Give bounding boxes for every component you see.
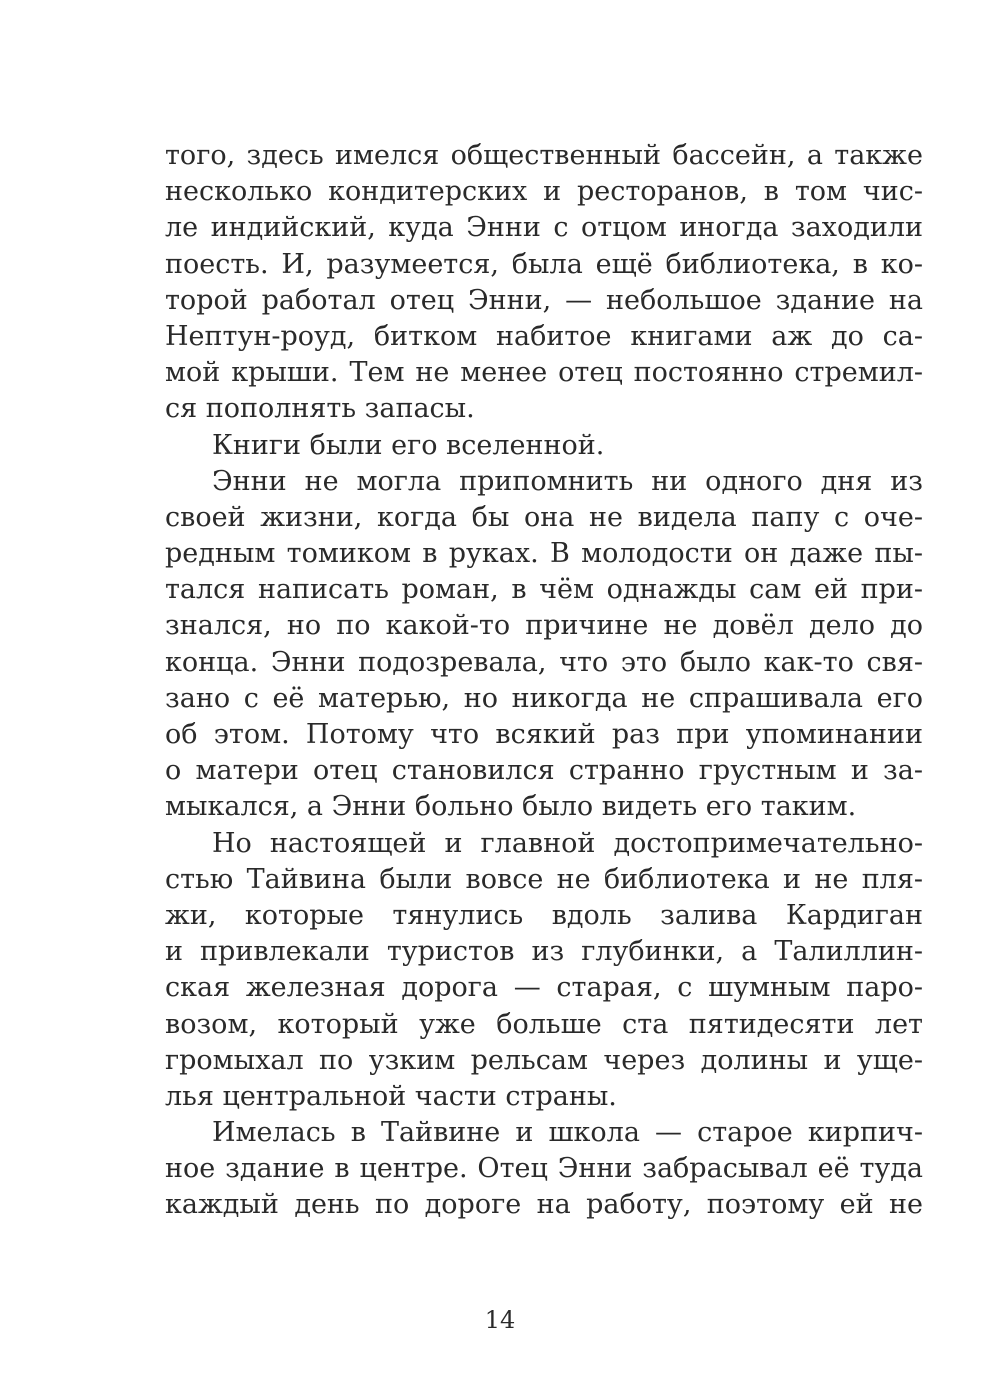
text-line: жи, которые тянулись вдоль залива Кардиган	[165, 899, 923, 931]
text-line: возом, который уже больше ста пятидесяти лет	[165, 1008, 923, 1040]
text-line: Нептун-роуд, битком набитое книгами аж до са-	[165, 320, 923, 352]
text-line: лья центральной части страны.	[165, 1080, 617, 1112]
body-text	[165, 138, 923, 1224]
text-line: Энни не могла припомнить ни одного дня из	[212, 465, 923, 497]
text-line: поесть. И, разумеется, была ещё библиотека, в ко-	[165, 248, 923, 280]
text-line: о матери отец становился странно грустным и за-	[165, 755, 923, 787]
text-line: знался, но по какой-то причине не довёл дело до	[165, 610, 923, 642]
text-line: несколько кондитерских и ресторанов, в том чис-	[165, 176, 923, 208]
text-line: и привлекали туристов из глубинки, а Талиллин-	[165, 936, 923, 968]
text-line: каждый день по дороге на работу, поэтому ей не	[165, 1189, 923, 1221]
text-line: своей жизни, когда бы она не видела папу с оче-	[165, 501, 923, 533]
text-line: зано с её матерью, но никогда не спрашивала его	[165, 682, 923, 714]
text-line: ле индийский, куда Энни с отцом иногда заходили	[165, 212, 923, 244]
text-line: громыхал по узким рельсам через долины и уще-	[165, 1044, 923, 1076]
text-line: торой работал отец Энни, — небольшое здание на	[165, 284, 923, 316]
text-line: конца. Энни подозревала, что это было как-то свя-	[165, 646, 923, 678]
text-line: стью Тайвина были вовсе не библиотека и не пля-	[165, 863, 923, 895]
text-line: Книги были его вселенной.	[212, 429, 605, 461]
page-number: 14	[484, 1306, 516, 1334]
text-line: того, здесь имелся общественный бассейн, а также	[165, 140, 923, 171]
text-line: Но настоящей и главной достопримечательно-	[212, 827, 923, 859]
text-line: ская железная дорога — старая, с шумным паро-	[165, 972, 923, 1004]
text-line: Имелась в Тайвине и школа — старое кирпич-	[212, 1117, 923, 1149]
text-line: ное здание в центре. Отец Энни забрасывал её туда	[165, 1153, 923, 1185]
text-line: мыкался, а Энни больно было видеть его таким.	[165, 791, 857, 823]
text-line: тался написать роман, в чём однажды сам ей при-	[165, 574, 923, 606]
text-line: об этом. Потому что всякий раз при упоминании	[165, 719, 923, 750]
text-line: ся пополнять запасы.	[165, 393, 475, 425]
text-line: редным томиком в руках. В молодости он даже пы-	[165, 538, 923, 570]
text-line: мой крыши. Тем не менее отец постоянно стремил-	[165, 357, 923, 389]
